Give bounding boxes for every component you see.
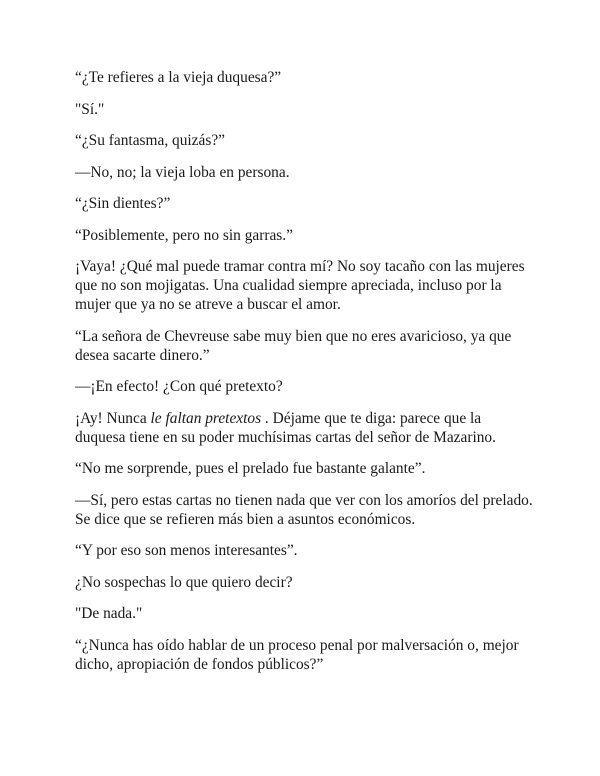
paragraph-3: “¿Su fantasma, quizás?”: [75, 132, 225, 149]
paragraph-11: “No me sorprende, pues el prelado fue bastante galante”.: [75, 460, 426, 477]
paragraph-1: “¿Te refieres a la vieja duquesa?”: [75, 69, 282, 86]
paragraph-14: ¿No sospechas lo que quiero decir?: [75, 573, 293, 591]
paragraph-10-end: . Déjame que te diga: parece que la duquesa tiene en su poder muchísimas cartas del señor de Mazarino.: [75, 409, 496, 446]
paragraph-7: ¡Vaya! ¿Qué mal puede tramar contra mí? No soy tacaño con las mujeres que no son mojigatas. Una cualidad siempre apreciada, incluso por la mujer que ya no se atreve a buscar el amor.: [75, 258, 525, 313]
paragraph-5: “¿Sin dientes?”: [75, 195, 171, 212]
paragraph-9: —¡En efecto! ¿Con qué pretexto?: [75, 378, 283, 395]
paragraph-2: "Sí.": [75, 100, 105, 118]
paragraph-6: “Posiblemente, pero no sin garras.”: [75, 226, 293, 244]
document-page: [75, 68, 535, 686]
paragraph-10: [75, 409, 535, 447]
paragraph-10-italic: le faltan pretextos: [150, 409, 262, 427]
paragraph-16: “¿Nunca has oído hablar de un proceso penal por malversación o, mejor dicho, apropiación de fondos públicos?”: [75, 636, 519, 673]
paragraph-8: “La señora de Chevreuse sabe muy bien que no eres avaricioso, ya que desea sacarte dinero.”: [75, 327, 512, 364]
paragraph-4: —No, no; la vieja loba en persona.: [75, 163, 290, 181]
paragraph-12: —Sí, pero estas cartas no tienen nada que ver con los amoríos del prelado. Se dice que se refieren más bien a asuntos económicos.: [75, 491, 533, 528]
paragraph-13: “Y por eso son menos interesantes”.: [75, 542, 298, 559]
paragraph-15: "De nada.": [75, 605, 143, 622]
paragraph-10-start: ¡Ay! Nunca: [75, 409, 151, 427]
